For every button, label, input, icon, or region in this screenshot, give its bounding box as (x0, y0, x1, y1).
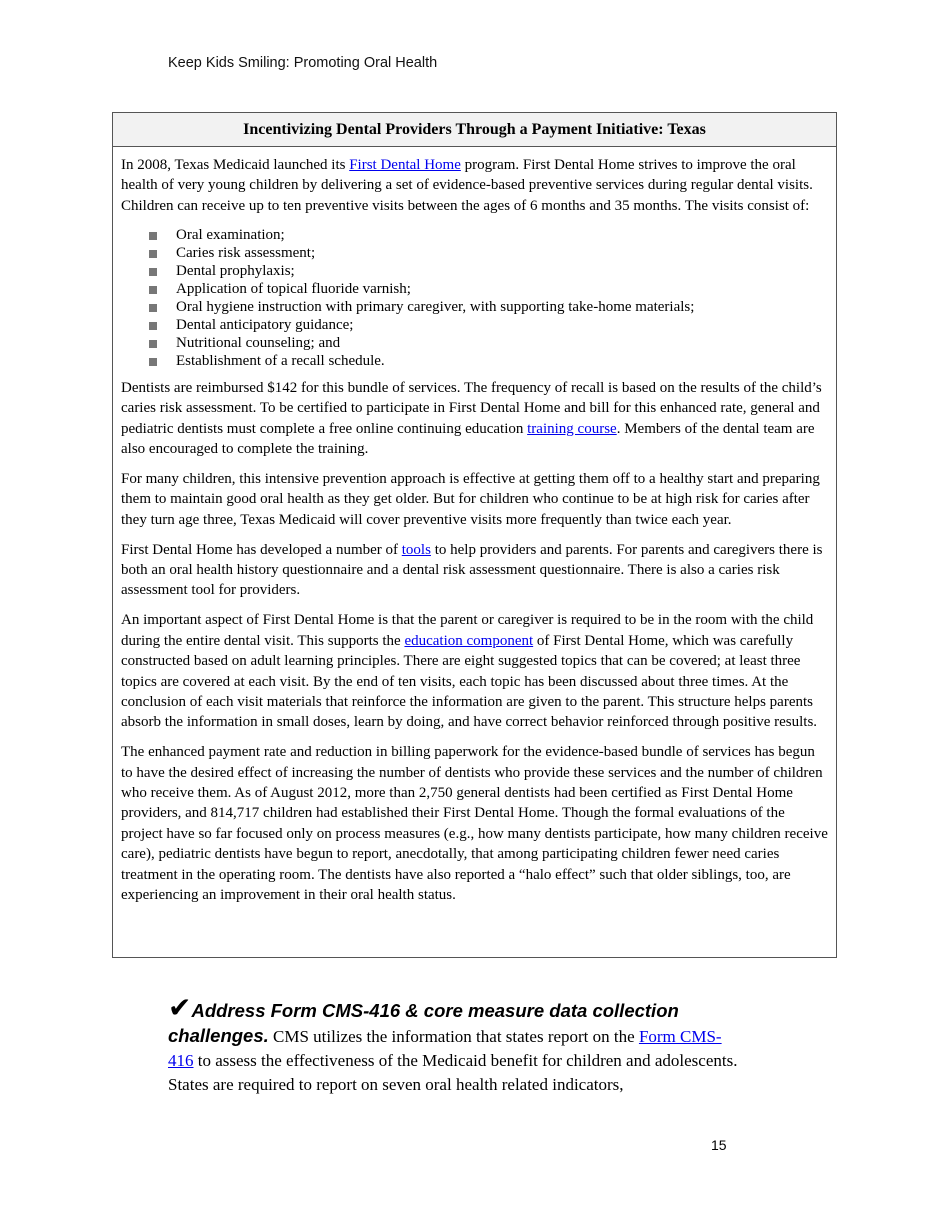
list-item: Caries risk assessment; (149, 244, 828, 262)
list-item: Dental prophylaxis; (149, 262, 828, 280)
text: Dentists are reimbursed $142 for this bundle of services. The frequency of recall is based on the results of the child’s caries risk assessment. To be certified to participate in First Dental Home and bill for this enhanced rate, general and pediatric dentists must complete a free online continuing education (121, 379, 822, 437)
education-component-link[interactable]: education component (404, 632, 534, 649)
visit-services-list (121, 226, 828, 370)
list-item: Establishment of a recall schedule. (149, 352, 828, 370)
training-course-link[interactable]: training course (527, 420, 617, 437)
sidebar-box-body (113, 147, 836, 905)
text: to help providers and parents. For parents and caregivers there is both an oral health history questionnaire and a dental risk assessment questionnaire. There is also a caries risk assessment tool for providers. (121, 541, 823, 599)
sidebar-box-title: Incentivizing Dental Providers Through a Payment Initiative: Texas (113, 113, 836, 147)
heading-text: Address Form CMS-416 & core measure data collection challenges. (168, 1000, 679, 1046)
paragraph-reimbursement (121, 378, 828, 460)
text: CMS utilizes the information that states report on the (268, 1027, 639, 1046)
list-item: Oral hygiene instruction with primary caregiver, with supporting take-home materials; (149, 298, 828, 316)
page-number: 15 (711, 1137, 727, 1153)
text: of First Dental Home, which was carefully constructed based on adult learning principles. There are eight suggested topics that can be covered; at least three topics are covered at each visit. By the end of ten visits, each topic has been discussed about three times. At the conclusion of each visit materials that reinforce the information are given to the parent. This structure helps parents absorb the information in small doses, learn by doing, and have correct behavior reinforced through positive results. (121, 632, 818, 731)
paragraph-prevention: For many children, this intensive prevention approach is effective at getting them off to a healthy start and preparing them to maintain good oral health as they get older. But for children who continue to be at high risk for caries after they turn age three, Texas Medicaid will cover preventive visits more frequently than twice each year. (121, 470, 820, 528)
paragraph-tools (121, 540, 828, 601)
text: to assess the effectiveness of the Medicaid benefit for children and adolescents. States are required to report on seven oral health related indicators, (168, 1051, 738, 1094)
text: In 2008, Texas Medicaid launched its (121, 157, 350, 173)
list-item: Dental anticipatory guidance; (149, 316, 828, 334)
running-header: Keep Kids Smiling: Promoting Oral Health (168, 55, 438, 71)
first-dental-home-link[interactable]: First Dental Home (349, 157, 461, 173)
checkmark-icon: ✔ (168, 991, 192, 1024)
form-cms-416-link[interactable]: Form CMS-416 (168, 1027, 722, 1070)
paragraph-intro (121, 155, 828, 216)
paragraph-results: The enhanced payment rate and reduction in billing paperwork for the evidence-based bundle of services has begun to have the desired effect of increasing the number of dentists who provide these services and the number of children who receive them. As of August 2012, more than 2,750 general dentists had been certified as First Dental Home providers, and 814,717 children had established their First Dental Home. Though the formal evaluations of the project have so far focused only on process measures (e.g., how many dentists participate, how many children receive care), pediatric dentists have begun to report, anecdotally, that among participating children fewer need caries treatment in the operating room. The dentists have also reported a “halo effect” such that older siblings, too, are experiencing an improvement in their oral health status. (121, 744, 828, 904)
list-item: Oral examination; (149, 226, 828, 244)
list-item: Application of topical fluoride varnish; (149, 280, 828, 298)
tools-link[interactable]: tools (401, 541, 431, 558)
text: program. First Dental Home strives to improve the oral health of very young children by delivering a set of evidence-based preventive services during regular dental visits. Children can receive up to ten preventive visits between the ages of 6 months and 35 months. The visits consist of: (121, 157, 813, 214)
text: An important aspect of First Dental Home is that the parent or caregiver is required to be in the room with the child during the entire dental visit. This supports the (121, 612, 814, 649)
text: First Dental Home has developed a number of (121, 541, 402, 558)
paragraph-education (121, 610, 828, 732)
text: . Members of the dental team are also encouraged to complete the training. (121, 420, 815, 457)
sidebar-box (112, 112, 837, 958)
recommendation-section (168, 991, 738, 1097)
list-item: Nutritional counseling; and (149, 334, 828, 352)
